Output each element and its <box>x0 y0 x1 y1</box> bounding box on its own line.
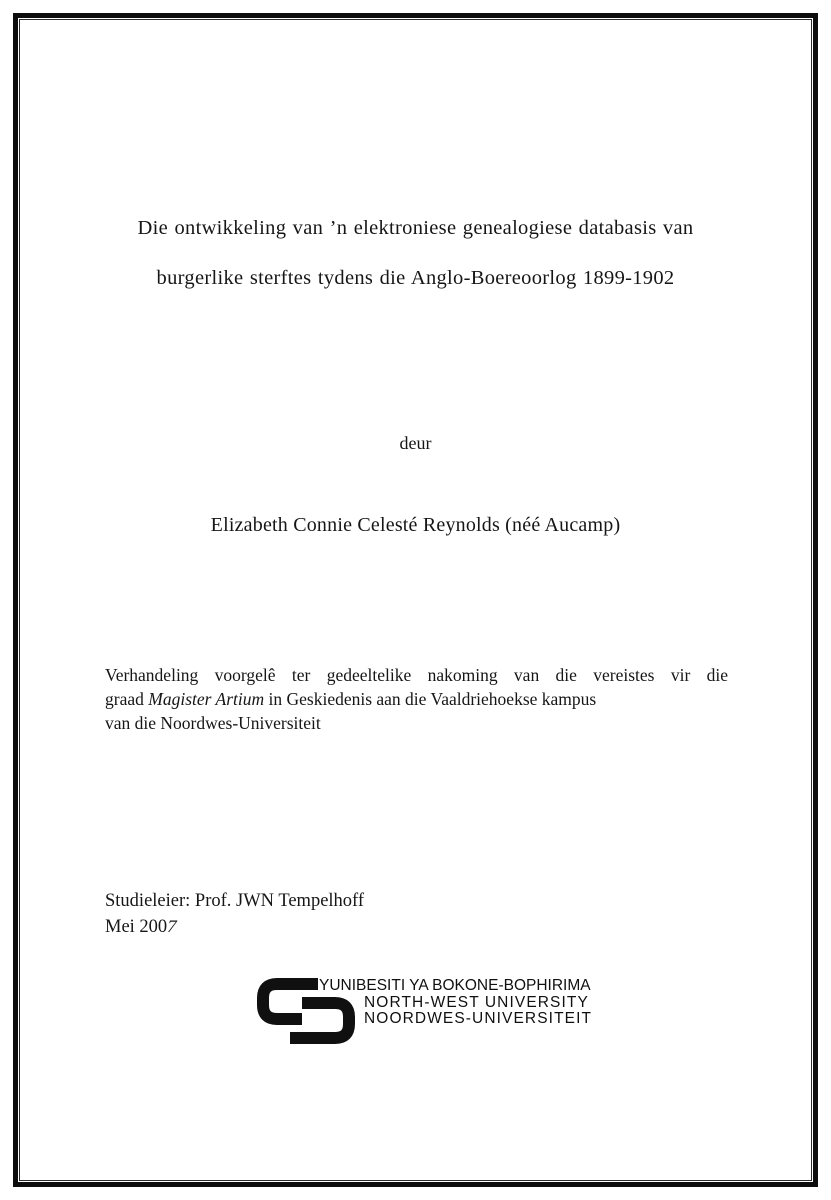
submission-line2-prefix: graad <box>105 689 149 709</box>
thesis-title <box>0 203 831 303</box>
date-line <box>105 914 364 940</box>
degree-name: Magister Artium <box>148 689 265 709</box>
submission-line3: van die Noordwes-Universiteit <box>105 713 321 733</box>
submission-line1: Verhandeling voorgelê ter gedeeltelike nakoming van die vereistes vir die <box>105 665 728 685</box>
submission-line2 <box>105 687 728 711</box>
logo-text-setswana: YUNIBESITI YA BOKONE-BOPHIRIMA <box>319 977 591 994</box>
author-name: Elizabeth Connie Celesté Reynolds (néé Aucamp) <box>210 514 621 536</box>
date-prefix: Mei 200 <box>105 917 168 937</box>
thesis-title-line1: Die ontwikkeling van ’n elektroniese genealogiese databasis van <box>137 217 694 239</box>
submission-statement <box>105 663 728 735</box>
date-last-digit: 7 <box>164 917 179 937</box>
supervisor-line: Studieleier: Prof. JWN Tempelhoff <box>105 891 365 911</box>
supervisor-and-date <box>105 888 364 940</box>
submission-line2-suffix: in Geskiedenis aan die Vaaldriehoekse kampus <box>264 689 597 709</box>
university-logo <box>255 975 593 1050</box>
logo-text-english: NORTH-WEST UNIVERSITY <box>364 993 589 1011</box>
logo-text-afrikaans: NOORDWES-UNIVERSITEIT <box>364 1010 593 1027</box>
thesis-title-line2: burgerlike sterftes tydens die Anglo-Boereoorlog 1899-1902 <box>156 267 675 289</box>
university-logo-wordmark <box>319 978 592 1028</box>
byline-label: deur <box>399 433 432 453</box>
